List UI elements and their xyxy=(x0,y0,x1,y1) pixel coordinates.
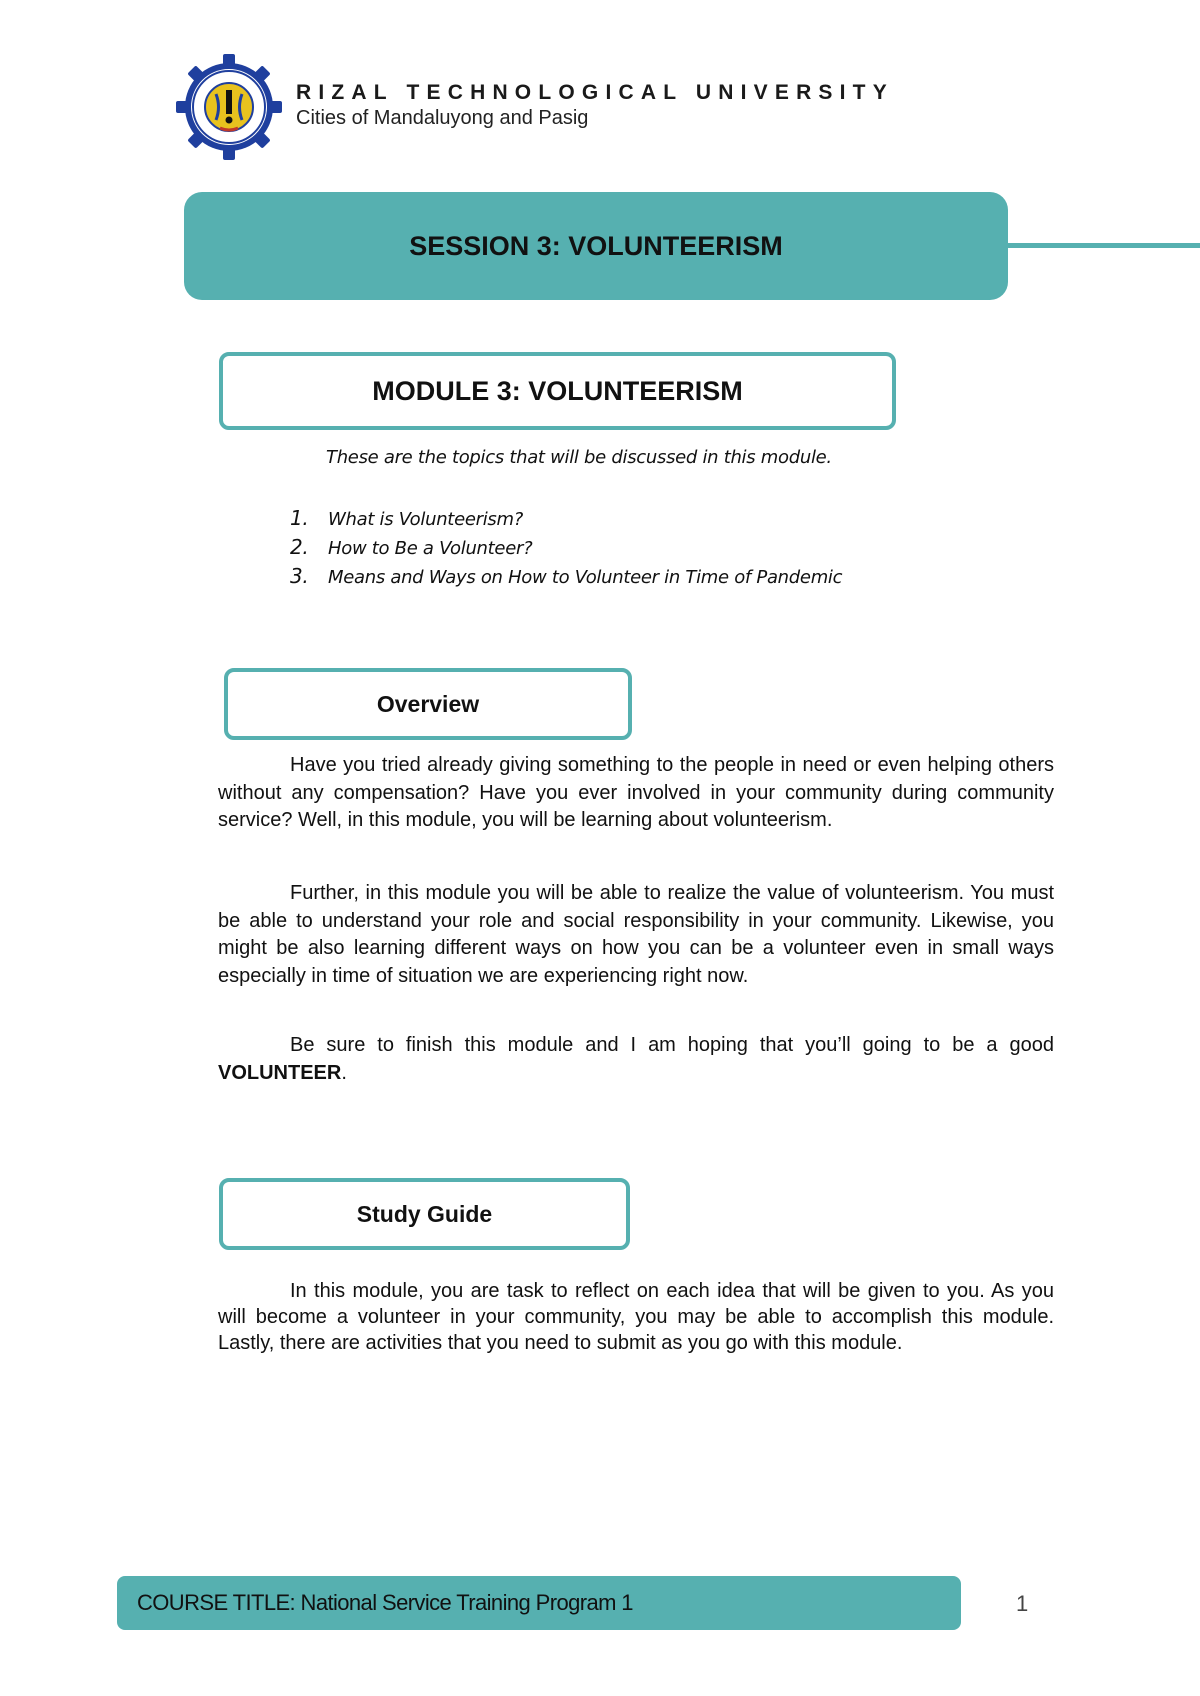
session-banner-divider xyxy=(1008,243,1200,248)
overview-heading-box xyxy=(224,668,632,740)
university-location: Cities of Mandaluyong and Pasig xyxy=(296,107,589,129)
session-banner xyxy=(184,192,1008,300)
course-title-footer xyxy=(117,1576,961,1630)
topic-text: What is Volunteerism? xyxy=(328,509,523,530)
study-guide-heading-box xyxy=(219,1178,630,1250)
module-title: MODULE 3: VOLUNTEERISM xyxy=(372,375,743,406)
page-number: 1 xyxy=(1016,1591,1029,1616)
topic-list xyxy=(290,504,842,591)
overview-paragraph-1-text: Have you tried already giving something to the people in need or even helping others without any compensation? Have you ever involved in your community during community service? Well, in this module, you will be learning about volunteerism. xyxy=(218,754,1054,831)
overview-paragraph-3-text: Be sure to finish this module and I am hoping that you’ll going to be a good xyxy=(290,1034,1054,1056)
study-guide-paragraph xyxy=(218,1278,1054,1356)
overview-paragraph-2 xyxy=(218,880,1054,990)
module-intro: These are the topics that will be discussed in this module. xyxy=(326,447,832,468)
topic-number: 1. xyxy=(290,506,309,530)
overview-paragraph-3 xyxy=(218,1032,1054,1087)
session-title: SESSION 3: VOLUNTEERISM xyxy=(409,230,783,261)
course-title: COURSE TITLE: National Service Training Program 1 xyxy=(137,1590,633,1615)
topic-text: Means and Ways on How to Volunteer in Time of Pandemic xyxy=(328,567,843,588)
topic-text: How to Be a Volunteer? xyxy=(328,538,533,559)
university-seal-logo xyxy=(176,54,282,160)
topic-number: 2. xyxy=(290,535,309,559)
overview-heading: Overview xyxy=(376,690,480,717)
topic-item xyxy=(290,562,842,591)
study-guide-heading: Study Guide xyxy=(356,1200,493,1227)
module-title-box xyxy=(219,352,896,430)
topic-number: 3. xyxy=(290,564,309,588)
volunteer-emphasis: VOLUNTEER xyxy=(218,1061,342,1084)
overview-paragraph-3-end: . xyxy=(341,1061,347,1084)
overview-paragraph-1 xyxy=(218,752,1054,835)
overview-paragraph-2-text: Further, in this module you will be able to realize the value of volunteerism. You must be able to understand your role and social responsibility in your community. Likewise, you might be also learning different ways on how you can be a volunteer even in small ways especially in time of situation we are experiencing right now. xyxy=(218,882,1054,987)
university-name: RIZAL TECHNOLOGICAL UNIVERSITY xyxy=(296,81,894,104)
study-guide-paragraph-text: In this module, you are task to reflect on each idea that will be given to you. As you will become a volunteer in your community, you may be able to accomplish this module. Lastly, there are activities that you need to submit as you go with this module. xyxy=(218,1280,1054,1354)
topic-item xyxy=(290,504,842,533)
topic-item xyxy=(290,533,842,562)
